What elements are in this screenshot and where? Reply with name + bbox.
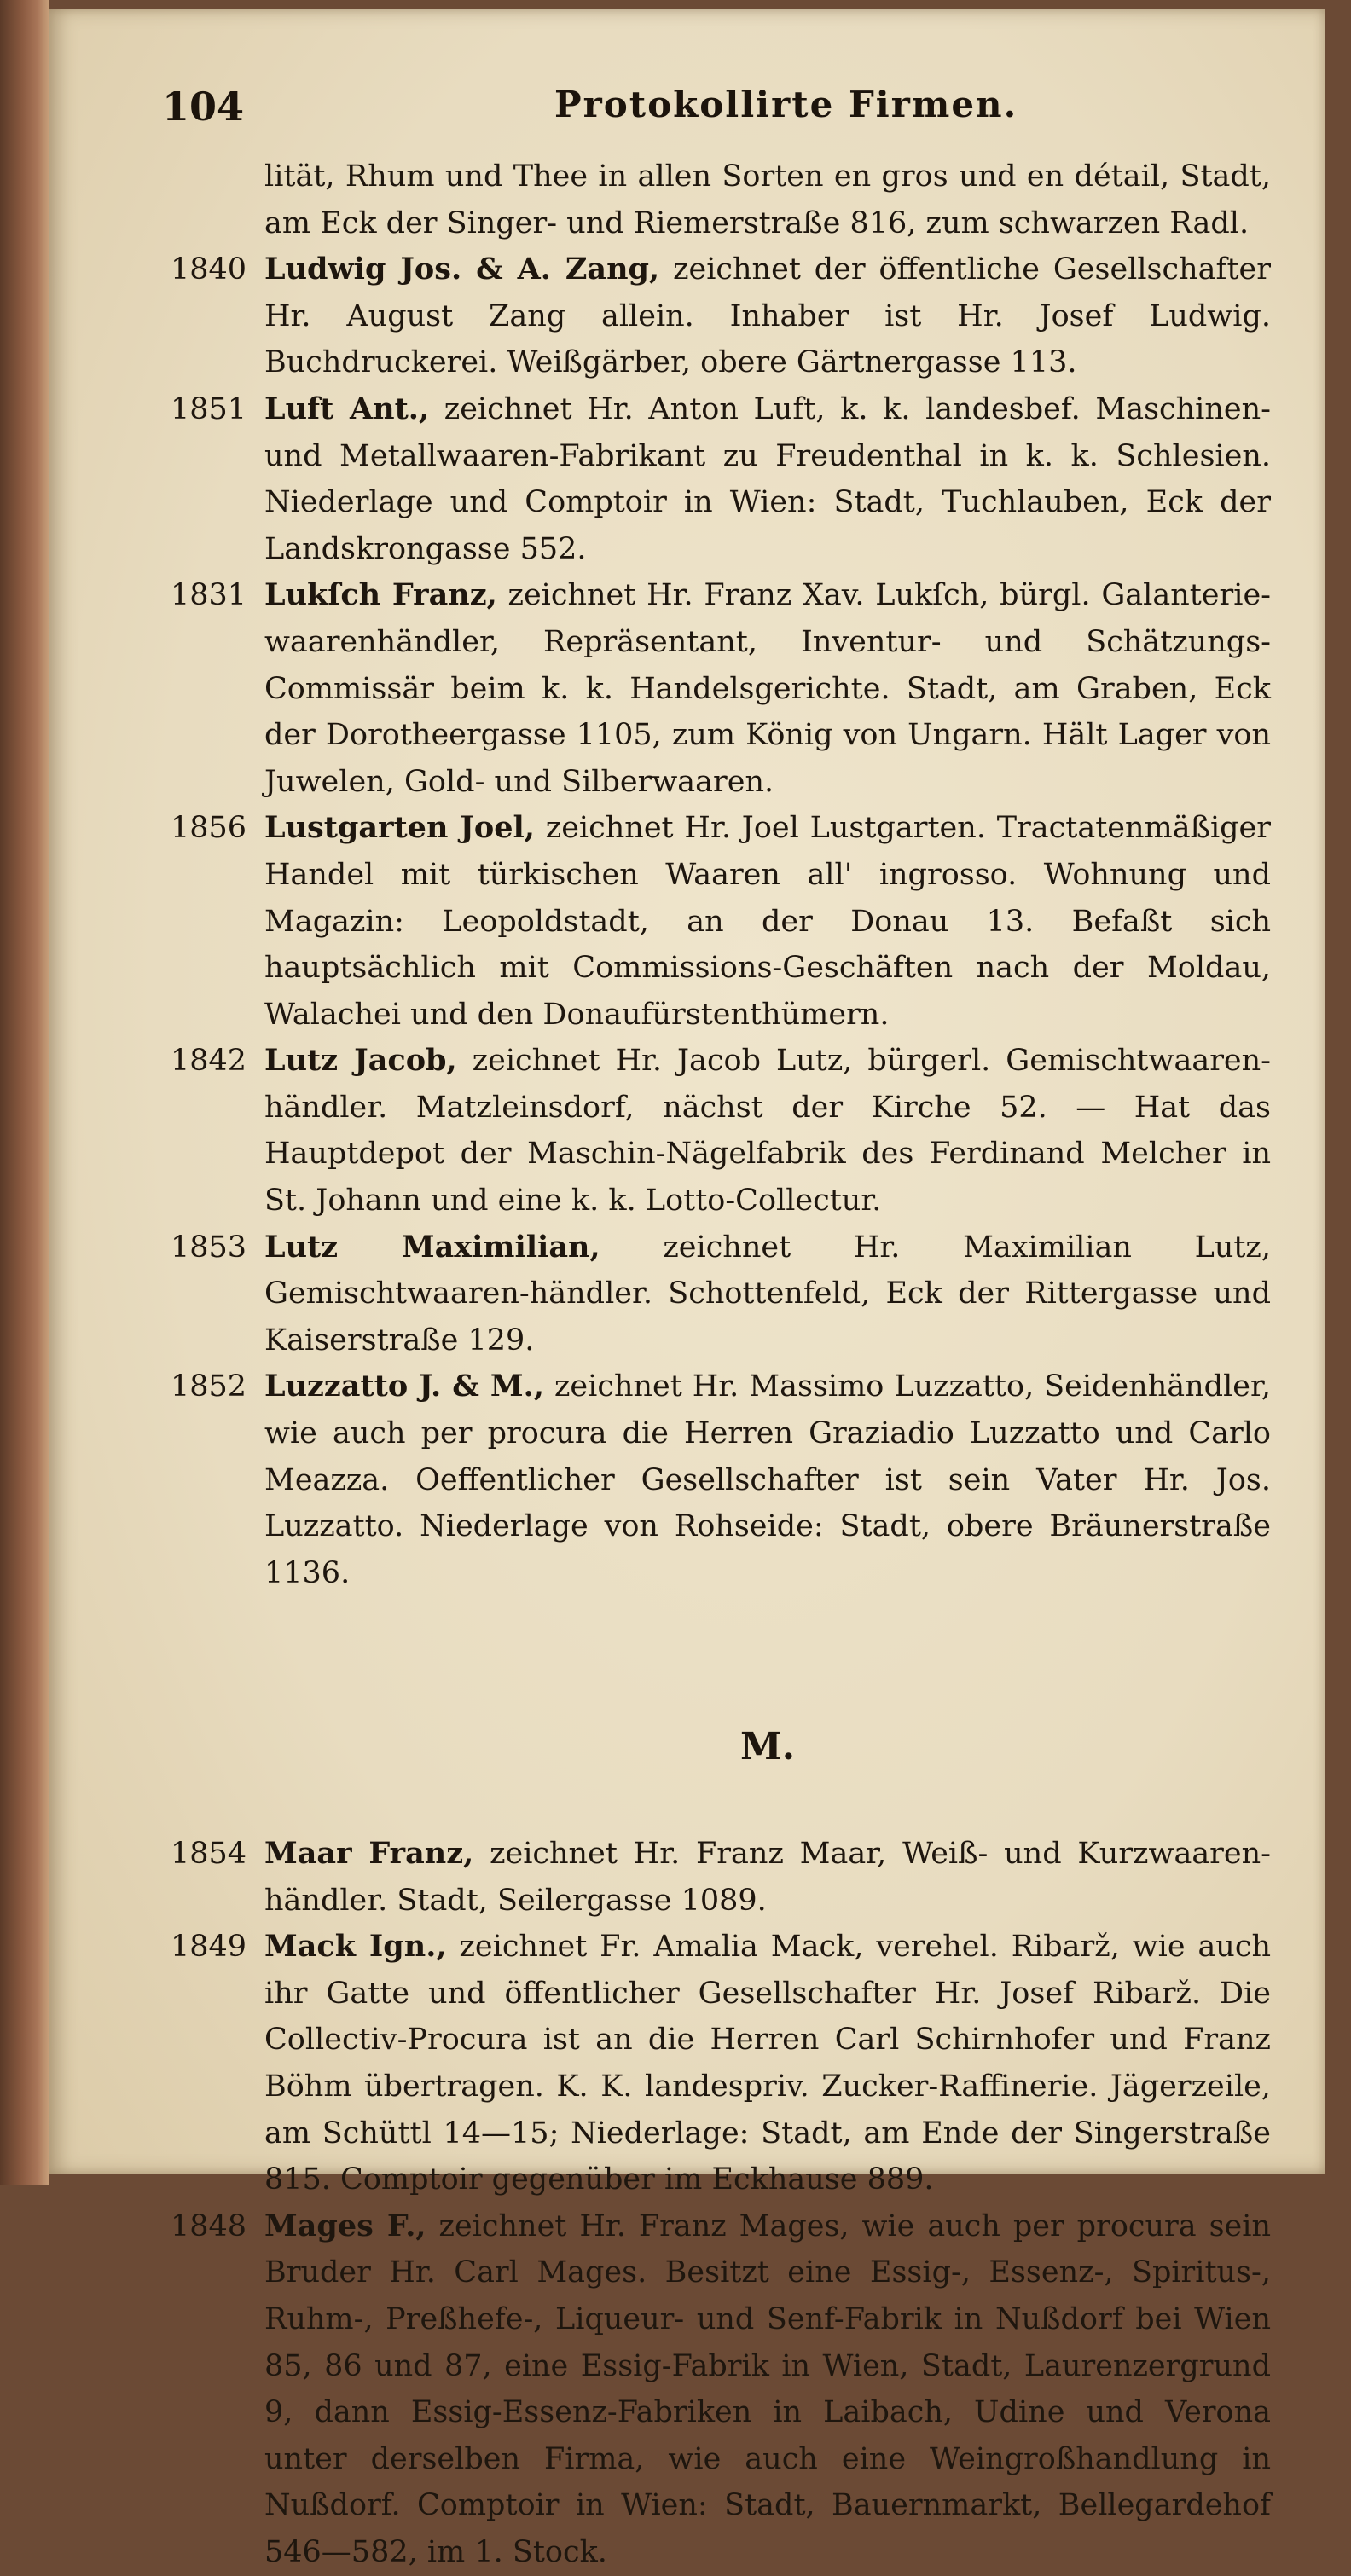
page-number: 104: [162, 84, 245, 130]
section-letter-heading: M.: [739, 1725, 796, 1769]
firm-name: Luft Ant.,: [264, 391, 430, 426]
firm-entry: [171, 1363, 1271, 1596]
entry-year: 1852: [171, 1369, 247, 1404]
firm-entries: [171, 153, 1271, 2576]
entry-text: zeichnet Hr. Jacob Lutz, bürgerl. Gemischtwaaren-händler. Matzleinsdorf, nächst der Kirche 52. — Hat das Hauptdepot der Maschin-Nägelfabrik des Ferdinand Melcher in St. Johann und eine k. k. Lotto-Collectur.: [264, 1044, 1272, 1219]
firm-entry: [171, 805, 1271, 1038]
entry-text: zeichnet der öffentliche Gesellschafter Hr. August Zang allein. Inhaber ist Hr. Josef Ludwig. Buchdruckerei. Weißgärber, obere Gärtnergasse 113.: [264, 252, 1271, 380]
running-head: Protokollirte Firmen.: [554, 84, 1018, 125]
firm-name: Lustgarten Joel,: [264, 810, 535, 846]
entry-text: zeichnet Hr. Anton Luft, k. k. landesbef. Maschinen- und Metallwaaren-Fabrikant zu Freudenthal in k. k. Schlesien. Niederlage und Comptoir in Wien: Stadt, Tuchlauben, Eck der Landskrongasse 552.: [264, 391, 1271, 566]
firm-entry: [171, 1224, 1271, 1364]
firm-name: Mages F.,: [264, 2208, 426, 2243]
continued-entry-text: lität, Rhum und Thee in allen Sorten en gros und en détail, Stadt, am Eck der Singer- und Riemerstraße 816, zum schwarzen Radl.: [264, 159, 1271, 240]
m-entries: [171, 1831, 1271, 2576]
entry-year: 1849: [171, 1930, 247, 1965]
l-entries: [171, 246, 1271, 1596]
firm-name: Ludwig Jos. & A. Zang,: [264, 252, 660, 287]
entry-text: zeichnet Hr. Franz Maar, Weiß- und Kurzwaaren-händler. Stadt, Seilergasse 1089.: [264, 1837, 1271, 1918]
entry-year: 1831: [171, 578, 247, 613]
firm-entry: [171, 1924, 1271, 2203]
firm-entry: [171, 246, 1271, 386]
entry-year: 1851: [171, 391, 247, 426]
entry-text: zeichnet Hr. Franz Mages, wie auch per procura sein Bruder Hr. Carl Mages. Besitzt eine Essig-, Essenz-, Spiritus-, Ruhm-, Preßhefe-, Liqueur- und Senf-Fabrik in Nußdorf bei Wien 85, 86 und 87, eine Essig-Fabrik in Wien, Stadt, Laurenzergrund 9, dann Essig-Essenz-Fabriken in Laibach, Udine und Verona unter derselben Firma, wie auch eine Weingroßhandlung in Nußdorf. Comptoir in Wien: Stadt, Bauernmarkt, Bellegardehof 546—582, im 1. Stock.: [264, 2208, 1272, 2569]
entry-text: zeichnet Hr. Joel Lustgarten. Tractatenmäßiger Handel mit türkischen Waaren all' ingrosso. Wohnung und Magazin: Leopoldstadt, an der Donau 13. Befaßt sich hauptsächlich mit Commissions-Geschäften nach der Moldau, Walachei und den Donaufürstenthümern.: [264, 811, 1271, 1032]
firm-name: Maar Franz,: [264, 1836, 474, 1871]
firm-entry: [171, 1831, 1271, 1924]
firm-entry: [171, 1038, 1271, 1224]
firm-name: Mack Ign.,: [264, 1929, 447, 1965]
entry-year: 1856: [171, 811, 247, 846]
entry-year: 1840: [171, 252, 247, 287]
firm-entry: [171, 2203, 1271, 2576]
entry-year: 1854: [171, 1837, 247, 1871]
firm-entry: [171, 386, 1271, 572]
entry-text: zeichnet Hr. Massimo Luzzatto, Seidenhändler, wie auch per procura die Herren Graziadio Luzzatto und Carlo Meazza. Oeffentlicher Gesellschafter ist sein Vater Hr. Jos. Luzzatto. Niederlage von Rohseide: Stadt, obere Bräunerstraße 1136.: [264, 1369, 1271, 1590]
firm-name: Lutz Jacob,: [264, 1043, 457, 1079]
page-header: [162, 84, 1271, 135]
firm-entry: [171, 572, 1271, 805]
firm-name: Lukſch Franz,: [264, 577, 497, 613]
firm-name: Luzzatto J. & M.,: [264, 1369, 545, 1404]
continued-entry: [171, 153, 1271, 246]
firm-name: Lutz Maximilian,: [264, 1229, 600, 1265]
entry-year: 1853: [171, 1230, 247, 1265]
entry-text: zeichnet Fr. Amalia Mack, verehel. Ribarž, wie auch ihr Gatte und öffentlicher Gesellschafter Hr. Josef Ribarž. Die Collectiv-Procura ist an die Herren Carl Schirnhofer und Franz Böhm übertragen. K. K. landespriv. Zucker-Raffinerie. Jägerzeile, am Schüttl 14—15; Niederlage: Stadt, am Ende der Singerstraße 815. Comptoir gegenüber im Eckhause 889.: [264, 1930, 1271, 2197]
entry-year: 1842: [171, 1044, 247, 1079]
entry-text: zeichnet Hr. Maximilian Lutz, Gemischtwaaren-händler. Schottenfeld, Eck der Rittergasse und Kaiserstraße 129.: [264, 1230, 1271, 1357]
book-spine: [0, 0, 49, 2185]
entry-text: zeichnet Hr. Franz Xav. Lukſch, bürgl. Galanterie-waarenhändler, Repräsentant, Inventur- und Schätzungs-Commissär beim k. k. Handelsgerichte. Stadt, am Graben, Eck der Dorotheergasse 1105, zum König von Ungarn. Hält Lager von Juwelen, Gold- und Silberwaaren.: [264, 578, 1271, 799]
entry-year: 1848: [171, 2208, 247, 2243]
